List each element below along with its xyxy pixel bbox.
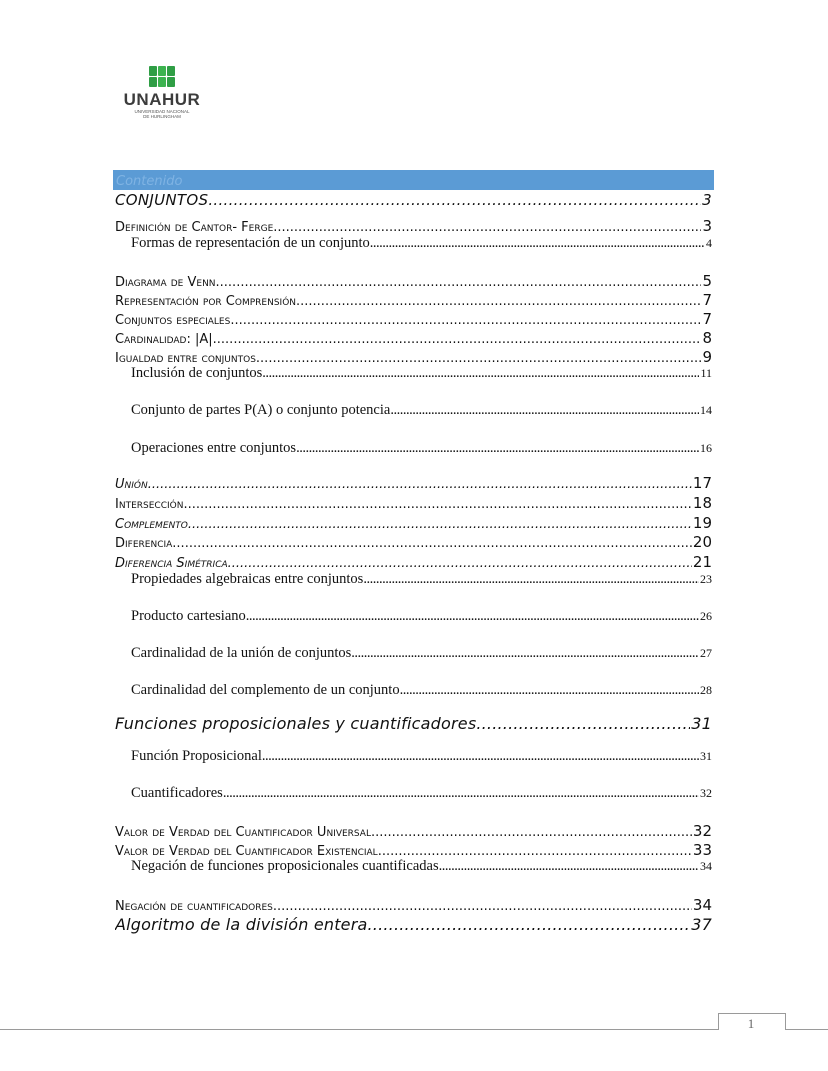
toc-entry-page: 7 <box>702 291 712 309</box>
toc-entry-text: Complemento <box>115 516 188 532</box>
toc-entry-text: Diagrama de Venn <box>115 275 216 290</box>
toc-entry[interactable] <box>115 514 712 534</box>
toc-entry-page: 7 <box>702 310 712 328</box>
toc-entry[interactable] <box>115 571 712 608</box>
toc-title: Contenido <box>116 174 183 189</box>
footer-line-right <box>783 1029 828 1030</box>
toc-entry-page: 32 <box>692 822 712 840</box>
toc-entry[interactable] <box>115 822 712 841</box>
toc-entry-page: 37 <box>691 915 712 934</box>
toc-entry[interactable] <box>115 191 712 217</box>
toc-entry-page: 31 <box>691 714 712 733</box>
toc-entry-page: 31 <box>700 749 712 763</box>
toc-entry-text: Producto cartesiano <box>131 608 246 624</box>
toc-entry-text: Unión <box>115 477 148 492</box>
toc-entry-text: Propiedades algebraicas entre conjuntos <box>131 571 364 587</box>
toc-entry-page: 33 <box>692 841 712 858</box>
toc-entry-text: Inclusión de conjuntos <box>131 365 263 381</box>
table-of-contents <box>115 191 712 937</box>
toc-entry-page: 34 <box>700 859 712 873</box>
logo-name: UNAHUR <box>123 90 201 109</box>
toc-entry-text: Representación por Comprensión <box>115 294 297 309</box>
toc-entry-page: 18 <box>692 493 712 512</box>
toc-entry-page: 19 <box>692 513 712 532</box>
unahur-logo <box>122 66 202 119</box>
toc-entry-page: 26 <box>700 609 712 623</box>
toc-entry[interactable] <box>115 440 712 474</box>
toc-entry[interactable] <box>115 785 712 822</box>
toc-entry-text: Cardinalidad: |A| <box>115 332 213 347</box>
toc-entry[interactable] <box>115 365 712 402</box>
toc-entry-page: 17 <box>692 474 712 492</box>
toc-entry-text: Conjuntos especiales <box>115 313 231 328</box>
toc-entry-text: Valor de Verdad del Cuantificador Existencial <box>115 844 378 858</box>
toc-entry[interactable] <box>115 896 712 915</box>
toc-entry-text: Definición de Cantor- Ferge <box>115 220 274 235</box>
toc-entry-page: 14 <box>700 403 712 417</box>
toc-entry-text: Diferencia <box>115 536 173 551</box>
toc-entry-text: Intersección <box>115 496 184 512</box>
toc-entry[interactable] <box>115 533 712 553</box>
toc-entry[interactable] <box>115 348 712 365</box>
toc-entry[interactable] <box>115 329 712 348</box>
toc-entry[interactable] <box>115 494 712 514</box>
toc-entry-text: Funciones proposicionales y cuantificadores <box>115 714 477 733</box>
toc-entry-text: CONJUNTOS <box>115 191 209 209</box>
toc-entry-page: 21 <box>692 553 712 571</box>
toc-entry-page: 5 <box>702 272 712 290</box>
toc-entry-page: 23 <box>700 572 712 586</box>
toc-entry-page: 9 <box>702 348 712 365</box>
toc-entry-text: Diferencia Simétrica <box>115 556 228 571</box>
toc-entry-page: 4 <box>706 236 712 250</box>
toc-entry-text: Formas de representación de un conjunto <box>131 235 370 251</box>
toc-entry[interactable] <box>115 841 712 858</box>
toc-entry-text: Conjunto de partes P(A) o conjunto potencia <box>131 402 391 418</box>
toc-entry-page: 34 <box>692 896 712 914</box>
toc-entry[interactable] <box>115 714 712 748</box>
toc-entry-text: Cuantificadores <box>131 785 223 801</box>
toc-entry[interactable] <box>115 235 712 272</box>
toc-entry-text: Negación de funciones proposicionales cuantificadas <box>131 858 439 874</box>
toc-entry-page: 3 <box>702 191 712 209</box>
toc-entry-page: 32 <box>700 786 712 800</box>
toc-entry[interactable] <box>115 272 712 291</box>
toc-entry-page: 27 <box>700 646 712 660</box>
toc-header <box>113 170 714 190</box>
toc-entry[interactable] <box>115 682 712 714</box>
toc-entry-text: Operaciones entre conjuntos <box>131 440 297 456</box>
toc-entry-page: 28 <box>700 683 712 697</box>
toc-entry-text: Valor de Verdad del Cuantificador Universal <box>115 825 371 840</box>
logo-subtitle-1: UNIVERSIDAD NACIONAL <box>134 109 190 114</box>
toc-entry-page: 8 <box>702 329 712 347</box>
logo-mark-icon <box>149 66 175 88</box>
toc-entry-page: 3 <box>702 217 712 235</box>
toc-entry-text: Algoritmo de la división entera <box>115 915 368 934</box>
toc-entry[interactable] <box>115 402 712 440</box>
toc-entry-text: Igualdad entre conjuntos <box>115 351 256 365</box>
footer-line-left <box>0 1029 719 1030</box>
toc-entry[interactable] <box>115 748 712 785</box>
toc-entry-text: Cardinalidad del complemento de un conjunto <box>131 682 400 698</box>
toc-entry[interactable] <box>115 858 712 896</box>
logo-subtitle-2: DE HURLINGHAM <box>143 114 181 119</box>
toc-entry[interactable] <box>115 915 712 937</box>
toc-entry[interactable] <box>115 608 712 645</box>
toc-entry-page: 20 <box>692 533 712 551</box>
toc-entry-text: Negación de cuantificadores. <box>115 899 278 914</box>
toc-entry[interactable] <box>115 217 712 235</box>
toc-entry[interactable] <box>115 291 712 310</box>
toc-entry-page: 11 <box>700 366 712 380</box>
page-number: 1 <box>747 1016 755 1031</box>
toc-entry[interactable] <box>115 645 712 682</box>
toc-entry[interactable] <box>115 474 712 494</box>
toc-entry-page: 16 <box>700 441 712 455</box>
toc-entry[interactable] <box>115 310 712 329</box>
toc-entry[interactable] <box>115 553 712 571</box>
toc-entry-text: Cardinalidad de la unión de conjuntos <box>131 645 352 661</box>
toc-entry-text: Función Proposicional <box>131 748 262 764</box>
